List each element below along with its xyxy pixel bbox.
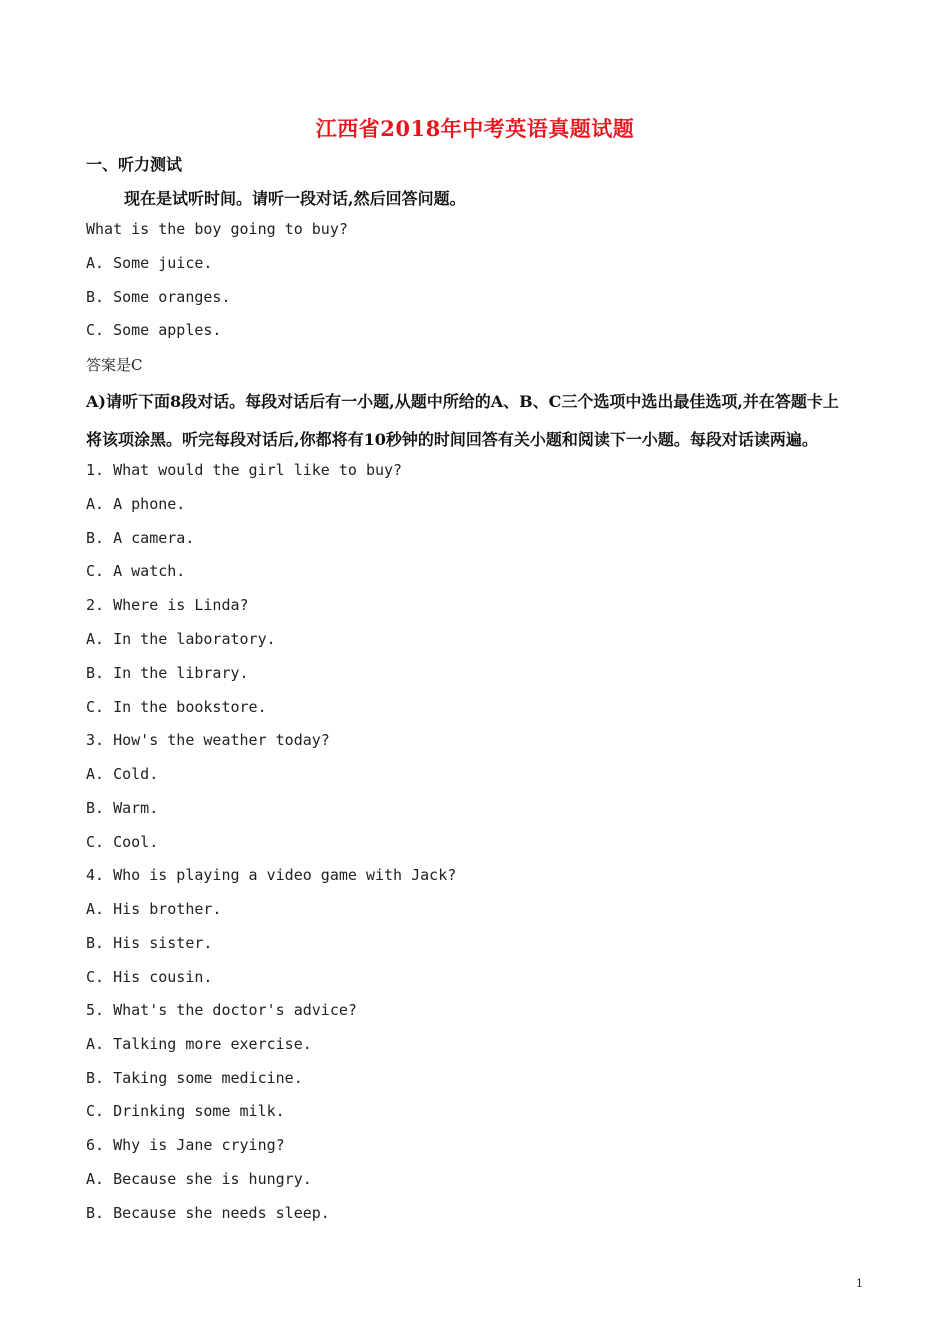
sample-option: A. Some juice. [86,254,213,272]
question-text: 6. Why is Jane crying? [86,1136,285,1154]
section-heading: 一、听力测试 [86,155,183,174]
question-text: 5. What's the doctor's advice? [86,1001,357,1019]
question-option: B. A camera. [86,529,195,547]
part-a-instruction-line-2: 将该项涂黑。听完每段对话后,你都将有10秒钟的时间回答有关小题和阅读下一小题。每段对话读两遍。 [86,430,818,449]
question-text: 3. How's the weather today? [86,731,330,749]
question-option: C. Drinking some milk. [86,1102,285,1120]
sample-question: What is the boy going to buy? [86,220,348,238]
page-number: 1 [856,1277,863,1290]
question-option: A. Cold. [86,765,159,783]
question-option: A. A phone. [86,495,186,513]
sample-option: C. Some apples. [86,321,222,339]
sample-option: B. Some oranges. [86,288,231,306]
question-option: B. In the library. [86,664,249,682]
question-option: C. A watch. [86,562,186,580]
question-option: A. Because she is hungry. [86,1170,312,1188]
question-option: B. Because she needs sleep. [86,1204,330,1222]
page-title: 江西省2018年中考英语真题试题 [315,116,635,141]
sample-answer: 答案是C [86,356,143,374]
part-a-instruction-line-1: A)请听下面8段对话。每段对话后有一小题,从题中所给的A、B、C三个选项中选出最佳选项,并在答题卡上 [86,392,839,411]
question-option: C. In the bookstore. [86,698,267,716]
question-option: A. In the laboratory. [86,630,276,648]
question-text: 2. Where is Linda? [86,596,249,614]
question-option: C. His cousin. [86,968,213,986]
question-text: 4. Who is playing a video game with Jack? [86,866,457,884]
question-option: A. Talking more exercise. [86,1035,312,1053]
question-option: C. Cool. [86,833,159,851]
question-option: B. Taking some medicine. [86,1069,303,1087]
question-option: B. Warm. [86,799,159,817]
instruction-text: 现在是试听时间。请听一段对话,然后回答问题。 [124,189,466,208]
question-option: A. His brother. [86,900,222,918]
question-option: B. His sister. [86,934,213,952]
question-text: 1. What would the girl like to buy? [86,461,403,479]
